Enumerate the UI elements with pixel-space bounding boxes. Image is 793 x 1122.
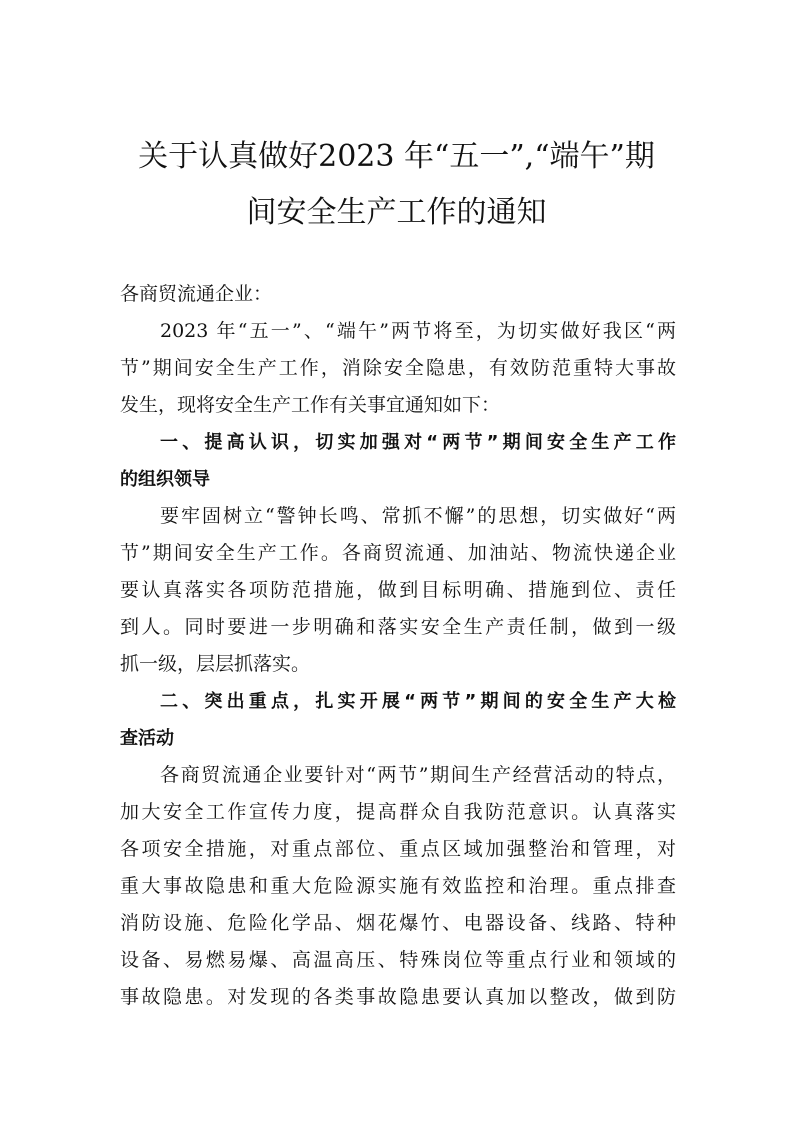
intro-line: 节”期间安全生产工作，消除安全隐患，有效防范重特大事故 — [120, 357, 676, 379]
section1-heading: 的组织领导 — [120, 469, 210, 490]
intro-line: 2023 年“五一”、“端午”两节将至，为切实做好我区“两 — [160, 320, 676, 342]
section2-heading: 二、突出重点，扎实开展“两节”期间的安全生产大检 — [160, 691, 676, 712]
section2-paragraph-line: 加大安全工作宣传力度，提高群众自我防范意识。认真落实 — [120, 801, 676, 823]
section2-paragraph-line: 设备、易燃易爆、高温高压、特殊岗位等重点行业和领域的 — [120, 949, 676, 971]
document-title-line-2: 间安全生产工作的通知 — [246, 195, 547, 230]
section2-paragraph-line: 重大事故隐患和重大危险源实施有效监控和治理。重点排查 — [120, 875, 676, 897]
document-body — [120, 276, 676, 1016]
section2-paragraph-line: 各商贸流通企业要针对“两节”期间生产经营活动的特点， — [160, 764, 676, 786]
section2-paragraph-line: 消防设施、危险化学品、烟花爆竹、电器设备、线路、特种 — [120, 912, 676, 934]
section1-paragraph-line: 节”期间安全生产工作。各商贸流通、加油站、物流快递企业 — [120, 542, 676, 564]
section1-paragraph-line: 到人。同时要进一步明确和落实安全生产责任制，做到一级 — [120, 616, 676, 638]
salutation: 各商贸流通企业： — [120, 283, 273, 305]
section1-heading: 一、提高认识，切实加强对“两节”期间安全生产工作 — [160, 432, 676, 453]
section2-heading: 查活动 — [120, 728, 174, 749]
intro-line: 发生，现将安全生产工作有关事宜通知如下： — [120, 394, 501, 416]
section1-paragraph-line: 抓一级，层层抓落实。 — [120, 653, 311, 675]
section2-paragraph-line: 事故隐患。对发现的各类事故隐患要认真加以整改，做到防 — [120, 986, 676, 1008]
section1-paragraph-line: 要牢固树立“警钟长鸣、常抓不懈”的思想，切实做好“两 — [160, 505, 676, 527]
section2-paragraph-line: 各项安全措施，对重点部位、重点区域加强整治和管理，对 — [120, 838, 676, 860]
section1-paragraph-line: 要认真落实各项防范措施，做到目标明确、措施到位、责任 — [120, 579, 676, 601]
document-title-line-1: 关于认真做好2023 年“五一”,“端午”期 — [138, 139, 655, 174]
